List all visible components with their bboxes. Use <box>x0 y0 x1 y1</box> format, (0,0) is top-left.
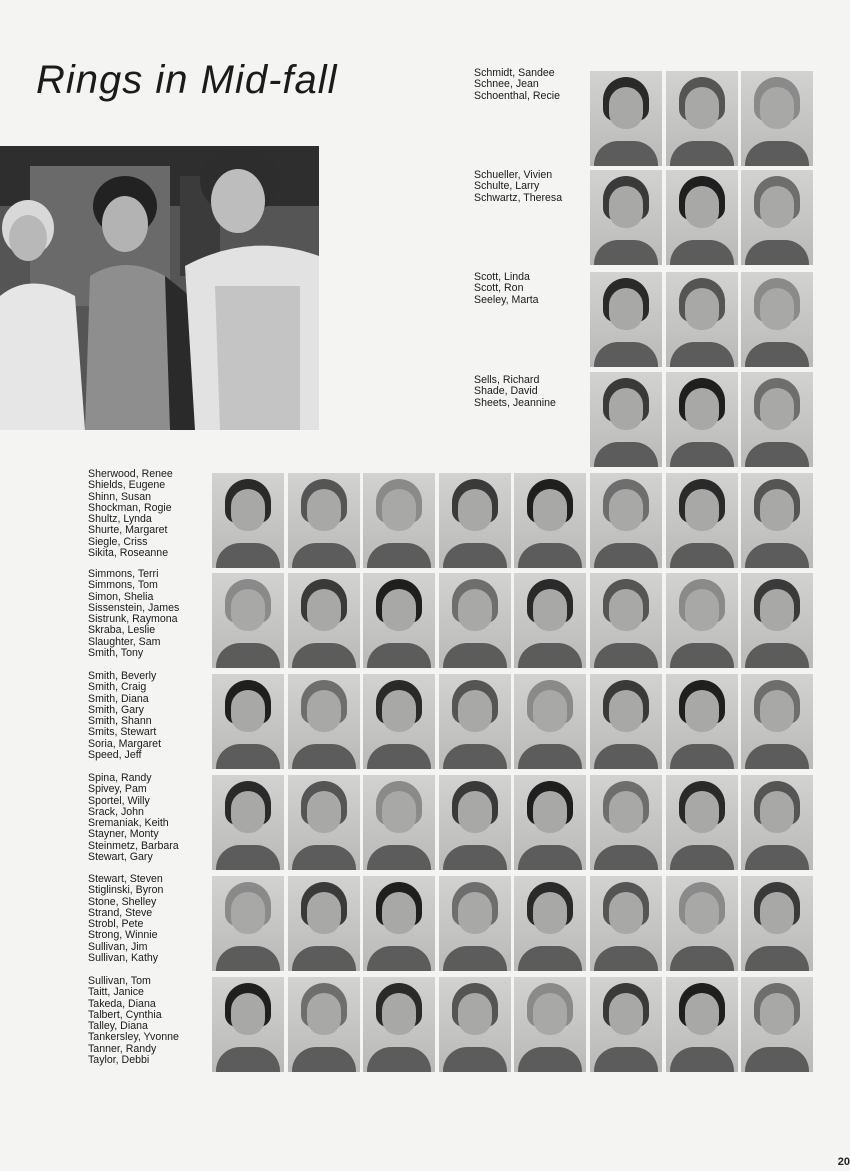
student-name: Schnee, Jean <box>474 78 539 91</box>
student-name: Shields, Eugene <box>88 479 166 492</box>
student-name: Takeda, Diana <box>88 997 156 1010</box>
student-portrait <box>666 876 738 971</box>
student-name: Tankersley, Yvonne <box>88 1031 179 1044</box>
student-portrait <box>439 674 511 769</box>
student-name: Shockman, Rogie <box>88 501 172 514</box>
name-list-block <box>88 469 173 559</box>
student-name: Smith, Beverly <box>88 670 157 682</box>
student-name: Slaughter, Sam <box>88 635 161 648</box>
student-portrait <box>666 372 738 467</box>
student-name: Sremaniak, Keith <box>88 817 169 830</box>
page-title: Rings in Mid-fall <box>36 58 338 102</box>
student-name: Skraba, Leslie <box>88 624 156 637</box>
student-name: Siegle, Criss <box>88 535 148 548</box>
student-portrait <box>212 977 284 1072</box>
student-name: Strobl, Pete <box>88 918 144 931</box>
student-name: Shurte, Margaret <box>88 524 168 537</box>
student-name: Schwartz, Theresa <box>474 191 563 204</box>
student-name: Tanner, Randy <box>88 1042 157 1055</box>
student-portrait <box>666 775 738 870</box>
student-portrait <box>666 272 738 367</box>
name-list-block <box>88 671 161 761</box>
student-portrait <box>666 71 738 166</box>
student-name: Simon, Shelia <box>88 590 154 603</box>
student-name: Steinmetz, Barbara <box>88 839 179 852</box>
student-name: Smith, Diana <box>88 692 149 705</box>
student-portrait <box>590 573 662 668</box>
student-portrait <box>666 573 738 668</box>
student-name: Stayner, Monty <box>88 828 159 841</box>
student-portrait <box>514 876 586 971</box>
student-name: Shinn, Susan <box>88 490 152 503</box>
student-portrait <box>741 775 813 870</box>
student-portrait <box>741 372 813 467</box>
student-portrait <box>514 674 586 769</box>
student-name: Smith, Gary <box>88 703 144 716</box>
name-list-block <box>474 68 560 102</box>
student-name: Stone, Shelley <box>88 895 157 908</box>
student-portrait <box>590 372 662 467</box>
student-portrait <box>288 977 360 1072</box>
student-portrait <box>590 473 662 568</box>
student-portrait <box>666 977 738 1072</box>
student-name: Spivey, Pam <box>88 783 147 796</box>
student-portrait <box>363 876 435 971</box>
student-portrait <box>590 71 662 166</box>
student-portrait <box>590 272 662 367</box>
student-name: Stewart, Gary <box>88 851 153 864</box>
student-name: Scott, Linda <box>474 271 530 283</box>
student-portrait <box>590 674 662 769</box>
student-portrait <box>212 473 284 568</box>
student-name: Talley, Diana <box>88 1020 148 1033</box>
student-portrait <box>666 674 738 769</box>
student-portrait <box>514 775 586 870</box>
student-portrait <box>212 876 284 971</box>
student-portrait <box>590 170 662 265</box>
student-name: Schueller, Vivien <box>474 169 553 181</box>
student-portrait <box>439 573 511 668</box>
name-list-block <box>474 170 562 204</box>
student-portrait <box>288 876 360 971</box>
student-portrait <box>439 473 511 568</box>
name-list-block <box>88 569 179 659</box>
student-name: Spina, Randy <box>88 772 152 784</box>
student-name: Strand, Steve <box>88 906 153 919</box>
student-portrait <box>590 876 662 971</box>
student-portrait <box>590 775 662 870</box>
student-name: Sherwood, Renee <box>88 468 173 480</box>
student-name: Scott, Ron <box>474 282 524 295</box>
student-name: Shultz, Lynda <box>88 513 152 526</box>
student-portrait <box>741 473 813 568</box>
student-portrait <box>363 775 435 870</box>
student-portrait <box>741 674 813 769</box>
student-portrait <box>590 977 662 1072</box>
name-list-block <box>474 375 556 409</box>
student-name: Smith, Tony <box>88 647 144 660</box>
student-portrait <box>288 775 360 870</box>
student-name: Sullivan, Tom <box>88 975 151 987</box>
name-list-block <box>474 272 539 306</box>
student-portrait <box>514 573 586 668</box>
student-name: Seeley, Marta <box>474 293 539 306</box>
student-portrait <box>741 272 813 367</box>
name-list-block <box>88 874 163 964</box>
student-name: Sullivan, Kathy <box>88 952 159 965</box>
student-portrait <box>439 775 511 870</box>
student-portrait <box>363 473 435 568</box>
student-name: Sistrunk, Raymona <box>88 613 178 626</box>
student-portrait <box>212 674 284 769</box>
name-list-block <box>88 773 179 863</box>
student-name: Schmidt, Sandee <box>474 67 555 79</box>
student-portrait <box>212 573 284 668</box>
student-portrait <box>666 473 738 568</box>
student-portrait <box>288 573 360 668</box>
student-name: Schulte, Larry <box>474 180 540 193</box>
student-portrait <box>514 473 586 568</box>
student-portrait <box>288 674 360 769</box>
student-name: Soria, Margaret <box>88 737 162 750</box>
student-name: Stewart, Steven <box>88 873 163 885</box>
student-portrait <box>363 573 435 668</box>
student-name: Srack, John <box>88 805 144 818</box>
student-name: Simmons, Terri <box>88 568 159 580</box>
student-portrait <box>363 674 435 769</box>
student-name: Stiglinski, Byron <box>88 884 164 897</box>
student-name: Sportel, Willy <box>88 794 150 807</box>
student-name: Sikita, Roseanne <box>88 547 169 560</box>
student-name: Simmons, Tom <box>88 579 158 592</box>
student-portrait <box>741 573 813 668</box>
student-portrait <box>741 170 813 265</box>
student-name: Smits, Stewart <box>88 726 157 739</box>
student-name: Shade, David <box>474 385 538 398</box>
student-portrait <box>363 977 435 1072</box>
student-portrait <box>439 977 511 1072</box>
student-name: Smith, Shann <box>88 715 152 728</box>
student-name: Sissenstein, James <box>88 601 180 614</box>
student-portrait <box>212 775 284 870</box>
student-name: Sells, Richard <box>474 374 540 386</box>
student-name: Smith, Craig <box>88 681 147 694</box>
student-portrait <box>741 876 813 971</box>
student-name: Speed, Jeff <box>88 749 142 762</box>
student-portrait <box>741 71 813 166</box>
student-name: Schoenthal, Recie <box>474 89 560 102</box>
student-portrait <box>741 977 813 1072</box>
student-portrait <box>514 977 586 1072</box>
page-number: 20 <box>837 1156 850 1168</box>
student-portrait <box>288 473 360 568</box>
student-name: Talbert, Cynthia <box>88 1008 162 1021</box>
student-name: Sheets, Jeannine <box>474 396 556 409</box>
student-name: Strong, Winnie <box>88 929 158 942</box>
name-list-block <box>88 976 179 1066</box>
student-name: Taitt, Janice <box>88 986 144 999</box>
candid-photo <box>0 146 319 430</box>
student-portrait <box>439 876 511 971</box>
student-portrait <box>666 170 738 265</box>
student-name: Taylor, Debbi <box>88 1054 150 1067</box>
student-name: Sullivan, Jim <box>88 940 148 953</box>
